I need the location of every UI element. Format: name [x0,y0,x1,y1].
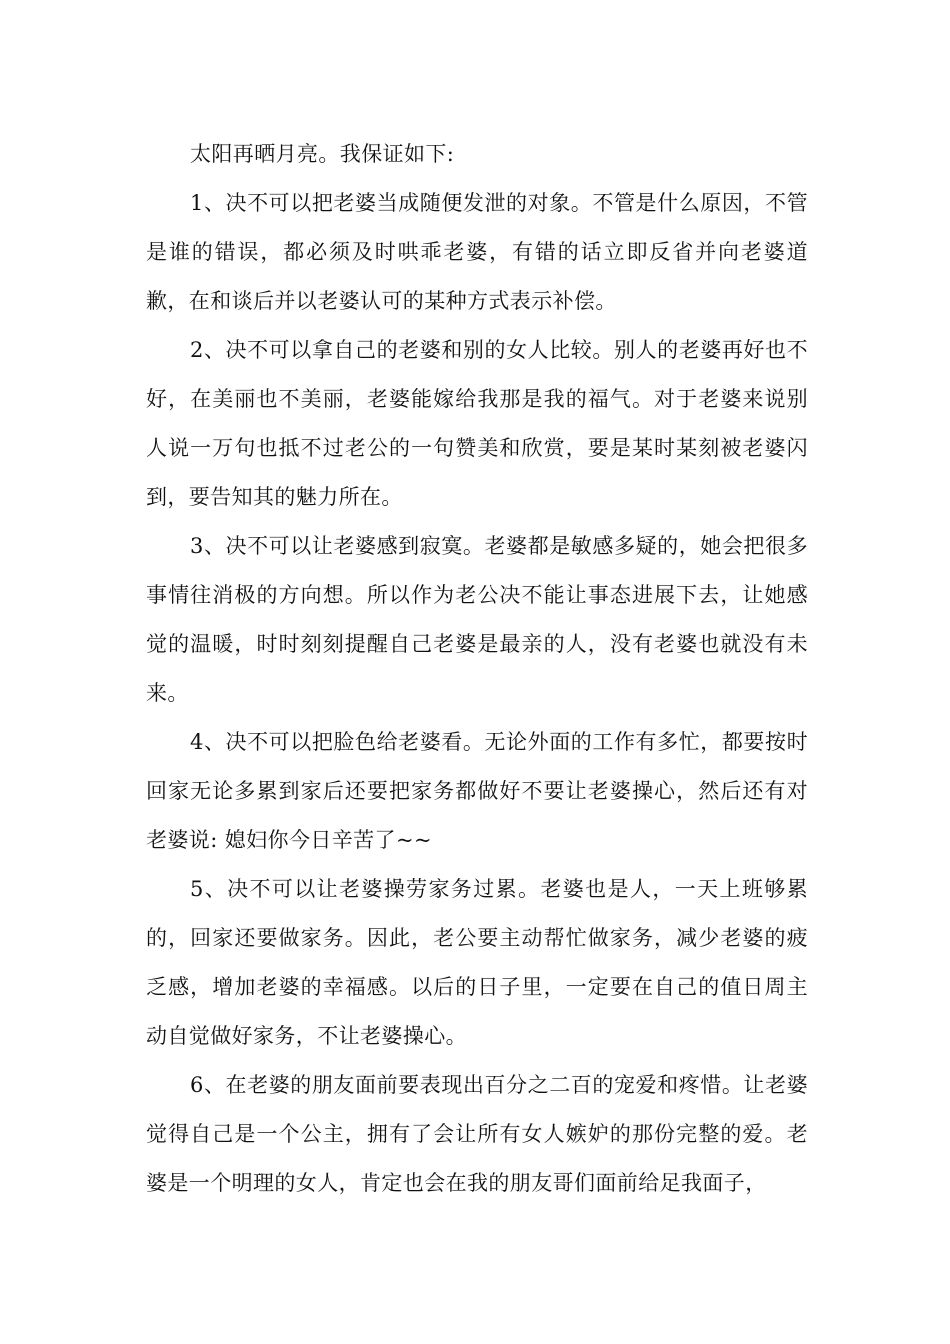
paragraph-intro: 太阳再晒月亮。我保证如下: [190,142,455,166]
document-body [146,130,808,1208]
paragraph-item-5: 5、决不可以让老婆操劳家务过累。老婆也是人，一天上班够累的，回家还要做家务。因此，老公要主动帮忙做家务，减少老婆的疲乏感，增加老婆的幸福感。以后的日子里，一定要在自己的值日周主动自觉做好家务，不让老婆操心。 [146,877,808,1048]
paragraph-item-2: 2、决不可以拿自己的老婆和别的女人比较。别人的老婆再好也不好，在美丽也不美丽，老婆能嫁给我那是我的福气。对于老婆来说别人说一万句也抵不过老公的一句赞美和欣赏，要是某时某刻被老婆闪到，要告知其的魅力所在。 [146,338,808,509]
paragraph-item-4: 4、决不可以把脸色给老婆看。无论外面的工作有多忙，都要按时回家无论多累到家后还要把家务都做好不要让老婆操心，然后还有对老婆说: 媳妇你今日辛苦了~~ [146,730,808,852]
paragraph-item-3: 3、决不可以让老婆感到寂寞。老婆都是敏感多疑的，她会把很多事情往消极的方向想。所以作为老公决不能让事态进展下去，让她感觉的温暖，时时刻刻提醒自己老婆是最亲的人，没有老婆也就没有未来。 [146,534,808,705]
paragraph-item-6: 6、在老婆的朋友面前要表现出百分之二百的宠爱和疼惜。让老婆觉得自己是一个公主，拥有了会让所有女人嫉妒的那份完整的爱。老婆是一个明理的女人，肯定也会在我的朋友哥们面前给足我面子， [146,1073,808,1195]
paragraph-item-1: 1、决不可以把老婆当成随便发泄的对象。不管是什么原因，不管是谁的错误，都必须及时哄乖老婆，有错的话立即反省并向老婆道歉，在和谈后并以老婆认可的某种方式表示补偿。 [146,191,808,313]
